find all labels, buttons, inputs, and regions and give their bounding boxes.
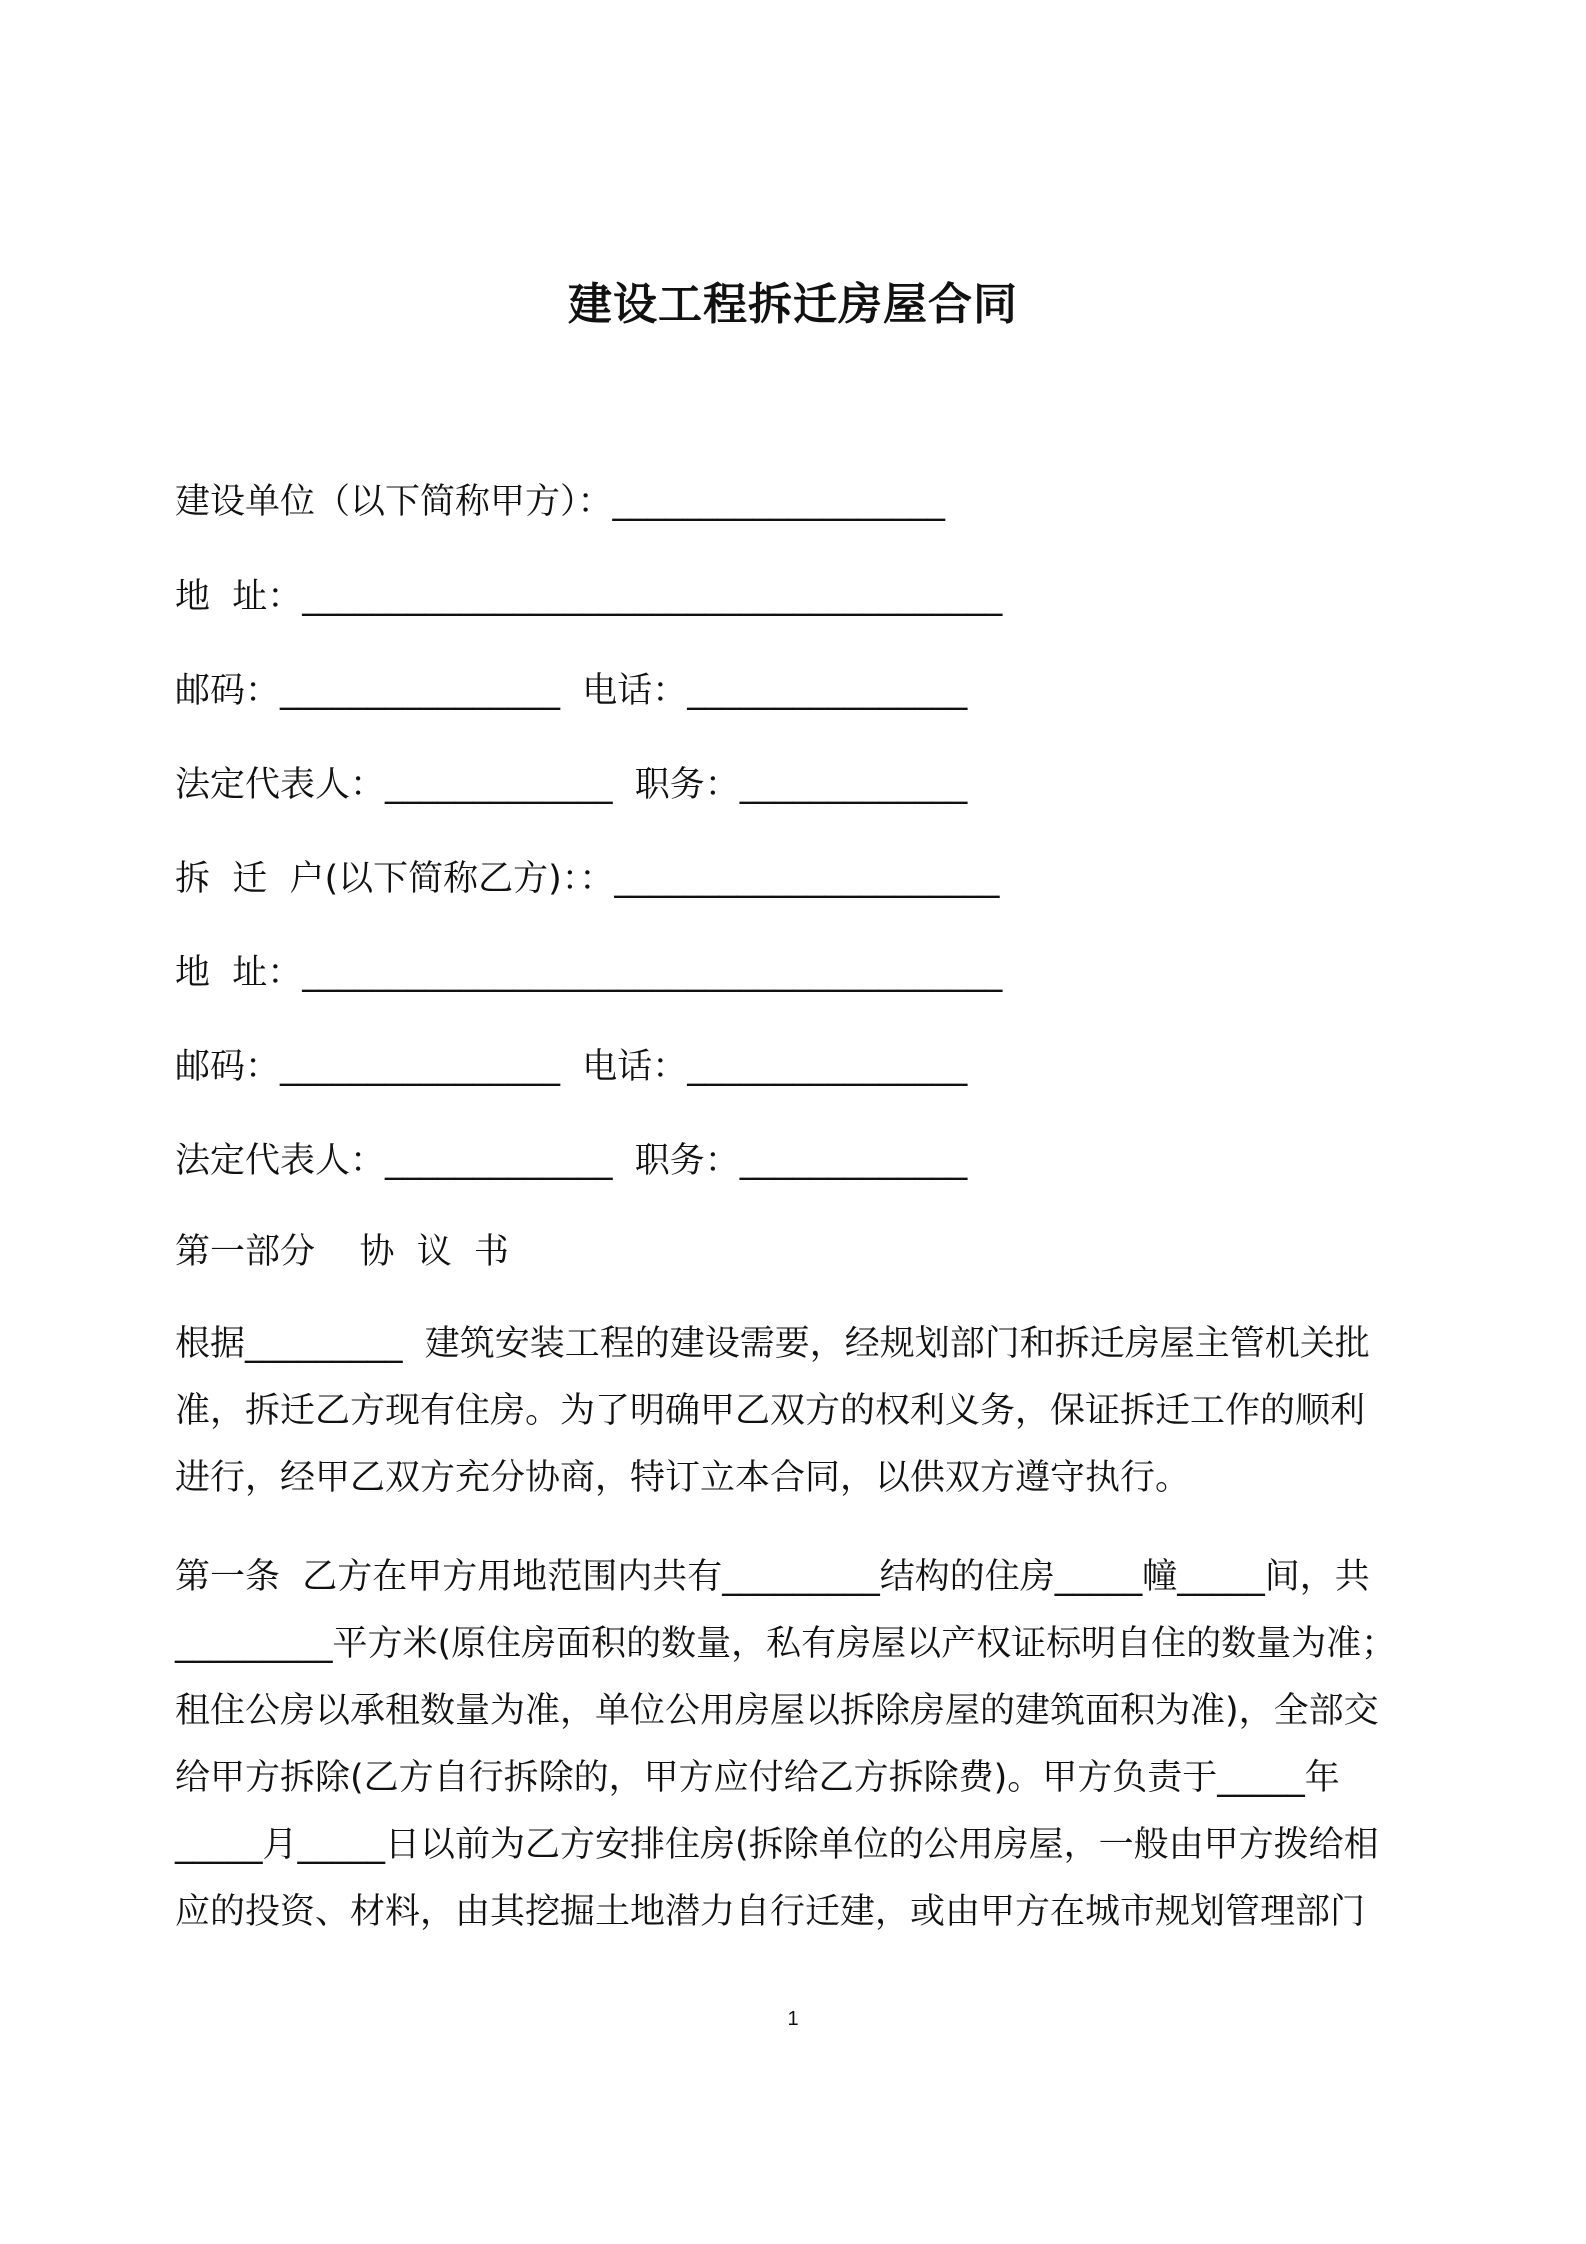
article-one-line: 租住公房以承租数量为准，单位公用房屋以拆除房屋的建筑面积为准)，全部交	[175, 1691, 1379, 1731]
part-one-heading: 第一部分 协 议 书	[175, 1232, 510, 1272]
party-b-legal-rep-line: 法定代表人：_____________ 职务：_____________	[175, 1141, 968, 1181]
intro-paragraph	[175, 1311, 1455, 1512]
party-b-household-line: 拆 迁 户(以下简称乙方)：：______________________	[175, 859, 1000, 899]
article-one-line: _____月_____日以前为乙方安排住房(拆除单位的公用房屋，一般由甲方拨给相	[175, 1825, 1379, 1865]
article-one-line: 第一条 乙方在甲方用地范围内共有_________结构的住房_____幢_____间，共	[175, 1557, 1370, 1597]
party-a-postcode-phone-line: 邮码：________________ 电话：________________	[175, 671, 968, 711]
intro-paragraph-line: 准，拆迁乙方现有住房。为了明确甲乙双方的权利义务，保证拆迁工作的顺利	[175, 1391, 1366, 1431]
document-title: 建设工程拆迁房屋合同	[568, 279, 1018, 330]
article-one-line: 给甲方拆除(乙方自行拆除的，甲方应付给乙方拆除费)。甲方负责于_____年	[175, 1758, 1340, 1798]
intro-paragraph-line: 进行，经甲乙双方充分协商，特订立本合同，以供双方遵守执行。	[175, 1458, 1191, 1498]
party-a-unit-line: 建设单位（以下简称甲方）：___________________	[175, 482, 946, 522]
article-one-paragraph	[175, 1544, 1455, 1946]
article-one-line: _________平方米(原住房面积的数量，私有房屋以产权证标明自住的数量为准；	[175, 1624, 1397, 1664]
party-b-address-line: 地 址：________________________________________	[175, 953, 1003, 993]
party-a-legal-rep-line: 法定代表人：_____________ 职务：_____________	[175, 765, 968, 805]
article-one-line: 应的投资、材料，由其挖掘土地潜力自行迁建，或由甲方在城市规划管理部门	[175, 1892, 1366, 1932]
intro-paragraph-line: 根据_________ 建筑安装工程的建设需要，经规划部门和拆迁房屋主管机关批	[175, 1324, 1370, 1364]
party-a-address-line: 地 址：________________________________________	[175, 577, 1003, 617]
party-b-postcode-phone-line: 邮码：________________ 电话：________________	[175, 1047, 968, 1087]
page-number: 1	[787, 2008, 799, 2030]
